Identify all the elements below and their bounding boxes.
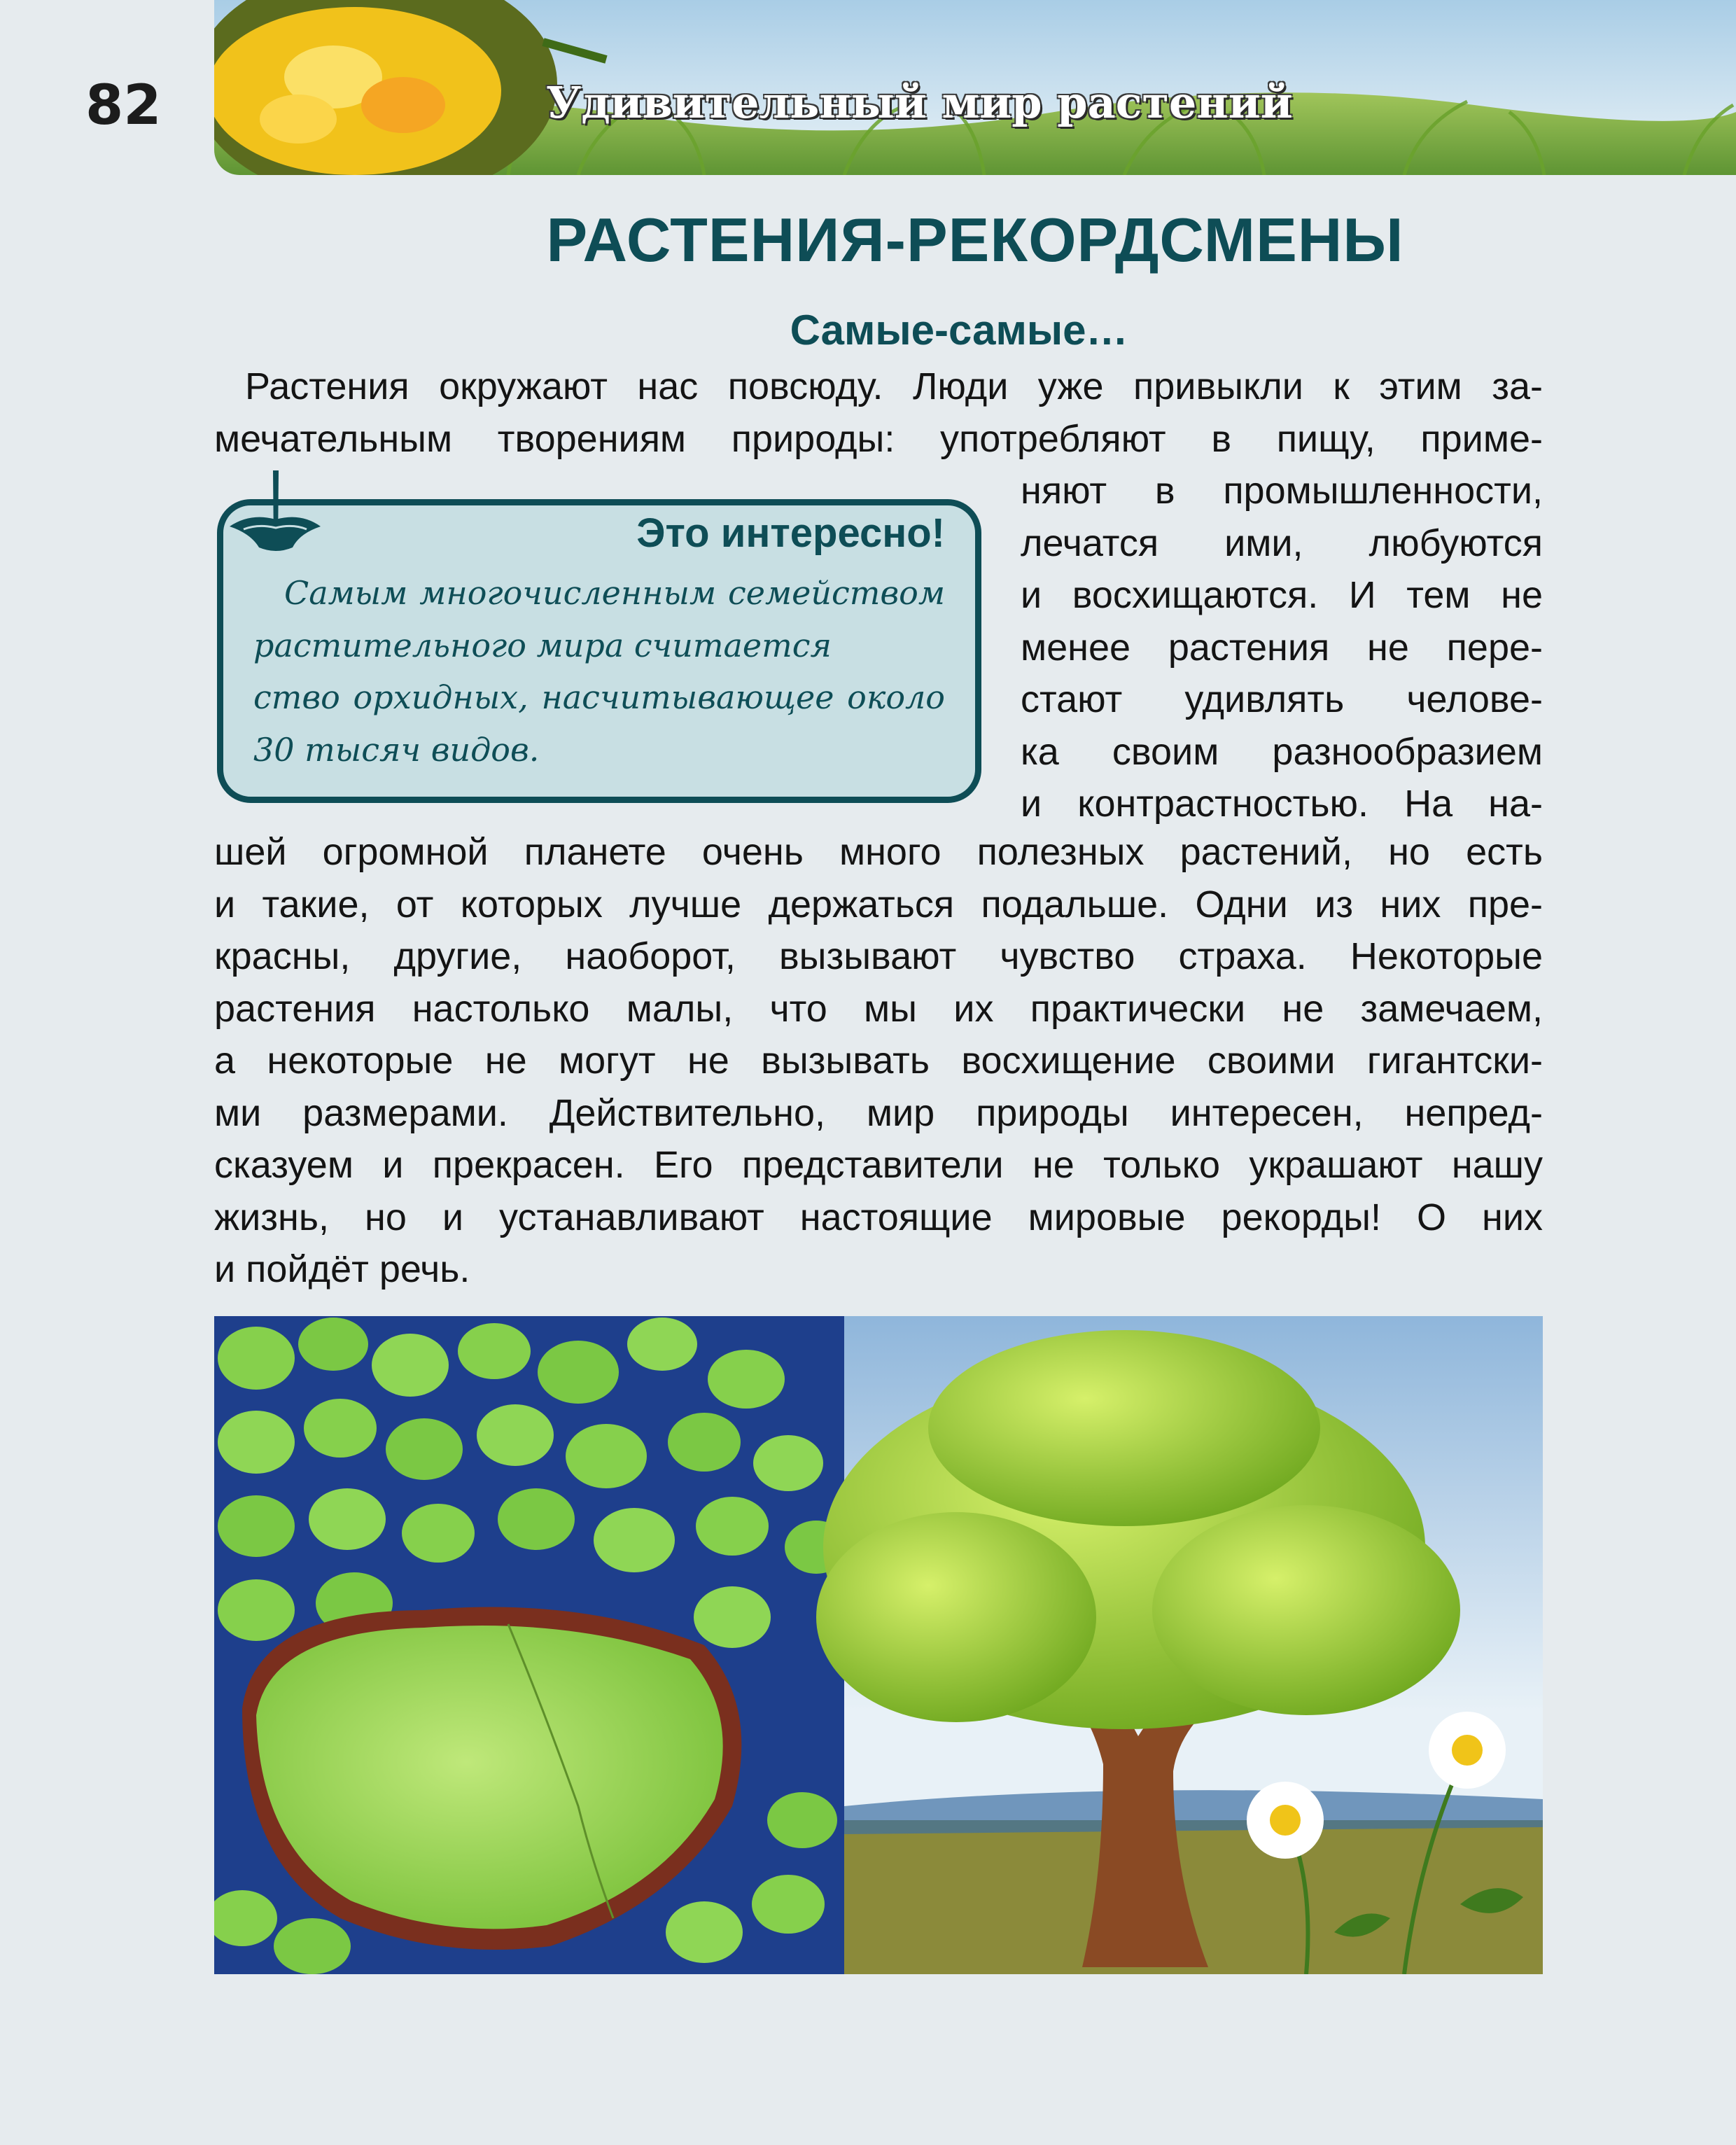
paragraph-bottom (214, 826, 1543, 1296)
fact-box-text (253, 567, 945, 776)
text-line: и такие, от которых лучше держаться подальше. Одни из них пре- (214, 883, 1543, 925)
illustration-giant-lily-and-tree (214, 1316, 1543, 1974)
text-line: и пойдёт речь. (214, 1248, 470, 1290)
text-line: растения настолько малы, что мы их практически не замечаем, (214, 987, 1543, 1030)
section-subtitle: Самые-самые… (790, 307, 1128, 354)
text-line: мечательным творениям природы: употребляют в пищу, приме- (214, 417, 1543, 460)
paragraph-top (214, 361, 1543, 465)
text-line: няют в промышленности, (1021, 470, 1543, 512)
paragraph-right-column (1021, 465, 1543, 830)
plant-flower-icon (223, 470, 328, 575)
text-line: и восхищаются. И тем не (1021, 574, 1543, 616)
text-line: и контрастностью. На на- (1021, 783, 1543, 825)
text-line: шей огромной планете очень много полезных растений, но есть (214, 831, 1543, 873)
text-line: ка своим разнообразием (1021, 730, 1543, 773)
text-line: лечатся ими, любуются (1021, 522, 1543, 564)
text-line: ми размерами. Действительно, мир природы интересен, непред- (214, 1091, 1543, 1134)
text-line: менее растения не пере- (1021, 626, 1543, 669)
text-line: жизнь, но и устанавливают настоящие мировые рекорды! О них (214, 1196, 1543, 1238)
text-line: красны, другие, наоборот, вызывают чувство страха. Некоторые (214, 935, 1543, 977)
fact-line: Самым многочисленным семейством (284, 574, 945, 612)
running-title: Удивительный мир растений (546, 77, 1293, 128)
fact-line: 30 тысяч видов. (253, 730, 540, 769)
page-number: 82 (85, 74, 162, 137)
fact-line: растительного мира считается (253, 626, 832, 664)
text-line: сказуем и прекрасен. Его представители не только украшают нашу (214, 1144, 1543, 1186)
chapter-title: РАСТЕНИЯ-РЕКОРДСМЕНЫ (546, 205, 1404, 274)
text-line: а некоторые не могут не вызывать восхищение своими гигантски- (214, 1040, 1543, 1082)
fact-line: ство орхидных, насчитывающее около (253, 678, 945, 716)
text-line: стают удивлять челове- (1021, 678, 1543, 720)
text-line: Растения окружают нас повсюду. Люди уже привыкли к этим за- (245, 365, 1543, 407)
fact-box-heading: Это интересно! (636, 510, 945, 556)
